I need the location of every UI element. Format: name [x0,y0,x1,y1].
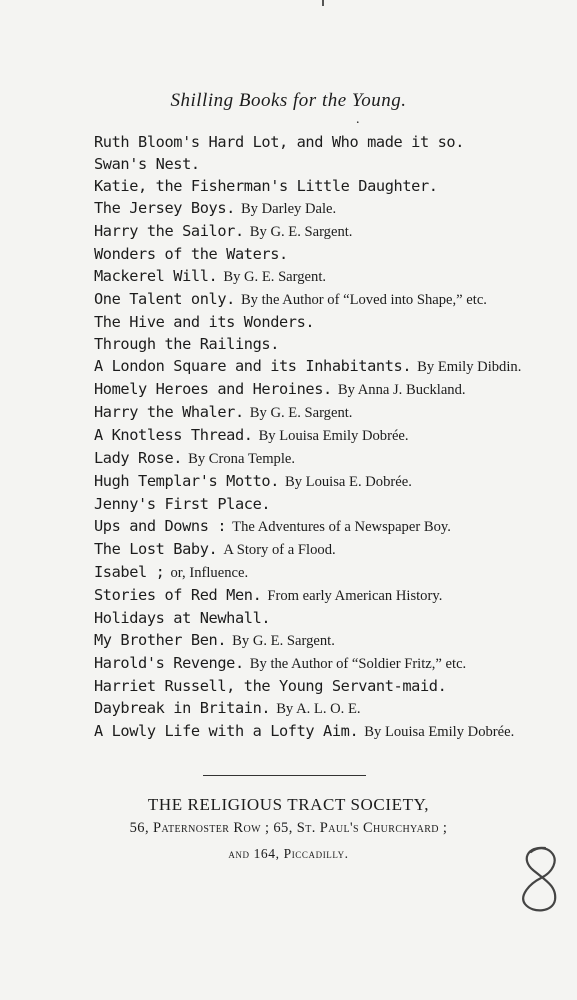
book-title: Daybreak in Britain. [94,699,271,717]
publisher-address-line1: 56, Paternoster Row ; 65, St. Paul's Churchyard ; [129,820,448,836]
book-byline: By G. E. Sargent. [223,269,327,285]
book-entry [50,424,534,447]
book-entry [50,584,534,607]
book-title: The Jersey Boys. [94,199,235,217]
book-title: Lady Rose. [94,449,183,467]
book-byline: The Adventures of a Newspaper Boy. [232,519,451,535]
book-byline: A Story of a Flood. [223,542,336,558]
book-title: Swan's Nest. [94,155,200,173]
book-entry [50,447,534,470]
book-entry [50,378,534,401]
book-byline: By G. E. Sargent. [232,633,335,649]
page-heading: Shilling Books for the Young. [170,90,407,111]
book-title: A Lowly Life with a Lofty Aim. [94,722,359,740]
book-entry [50,629,534,652]
book-title: A London Square and its Inhabitants. [94,357,412,375]
book-byline: By the Author of “Soldier Fritz,” etc. [249,656,467,672]
book-entry [50,175,534,197]
print-speck [322,0,324,6]
book-entry [50,288,534,311]
book-title: Stories of Red Men. [94,586,262,604]
book-entry [50,153,534,175]
book-title: Homely Heroes and Heroines. [94,380,332,398]
book-entry [50,243,534,265]
publisher-address-line2: and 164, Piccadilly. [228,846,349,861]
book-title: My Brother Ben. [94,631,227,649]
book-entry [50,493,534,515]
book-title: Mackerel Will. [94,267,218,285]
book-title: The Hive and its Wonders. [94,313,315,331]
book-entry [50,333,534,355]
book-byline: By A. L. O. E. [276,701,361,717]
book-entry [50,355,534,378]
book-title: Jenny's First Place. [94,495,271,513]
book-byline: By G. E. Sargent. [249,224,353,240]
book-entry [50,697,534,720]
book-byline: From early American History. [267,588,443,604]
book-title: Katie, the Fisherman's Little Daughter. [94,177,438,195]
book-title: One Talent only. [94,290,235,308]
book-entry [50,561,534,584]
book-title: Harriet Russell, the Young Servant-maid. [94,677,447,695]
book-entry [50,652,534,675]
handwritten-numeral-8-icon [515,838,565,918]
book-byline: By Crona Temple. [188,451,296,467]
book-list [72,131,534,743]
book-entry [50,515,534,538]
book-title: Ruth Bloom's Hard Lot, and Who made it so. [94,133,464,151]
book-entry [50,720,534,743]
book-byline: By Emily Dibdin. [417,359,522,375]
book-title: Harold's Revenge. [94,654,244,672]
book-title: Ups and Downs : [94,517,227,535]
book-byline: By Louisa Emily Dobrée. [364,724,515,740]
book-byline: By Darley Dale. [240,201,337,217]
book-title: Isabel ; [94,563,165,581]
book-title: The Lost Baby. [94,540,218,558]
book-entry [50,675,534,697]
book-byline: or, Influence. [170,565,249,581]
book-byline: By Anna J. Buckland. [337,382,466,398]
book-title: Harry the Whaler. [94,403,244,421]
book-title: Hugh Templar's Motto. [94,472,279,490]
book-byline: By Louisa E. Dobrée. [285,474,412,490]
book-title: Holidays at Newhall. [94,609,271,627]
book-title: A Knotless Thread. [94,426,253,444]
book-entry [50,131,534,153]
book-entry [50,607,534,629]
book-title: Harry the Sailor. [94,222,244,240]
book-entry [50,470,534,493]
book-entry [50,197,534,220]
book-title: Wonders of the Waters. [94,245,288,263]
divider-rule [203,775,366,776]
book-entry [50,311,534,333]
book-title: Through the Railings. [94,335,279,353]
publisher-name: THE RELIGIOUS TRACT SOCIETY, [147,795,430,814]
book-byline: By the Author of “Loved into Shape,” etc. [240,292,487,308]
heading-dot: . [356,112,360,127]
book-entry [50,220,534,243]
book-entry [50,401,534,424]
book-entry [50,538,534,561]
book-byline: By Louisa Emily Dobrée. [258,428,409,444]
book-entry [50,265,534,288]
book-byline: By G. E. Sargent. [249,405,353,421]
